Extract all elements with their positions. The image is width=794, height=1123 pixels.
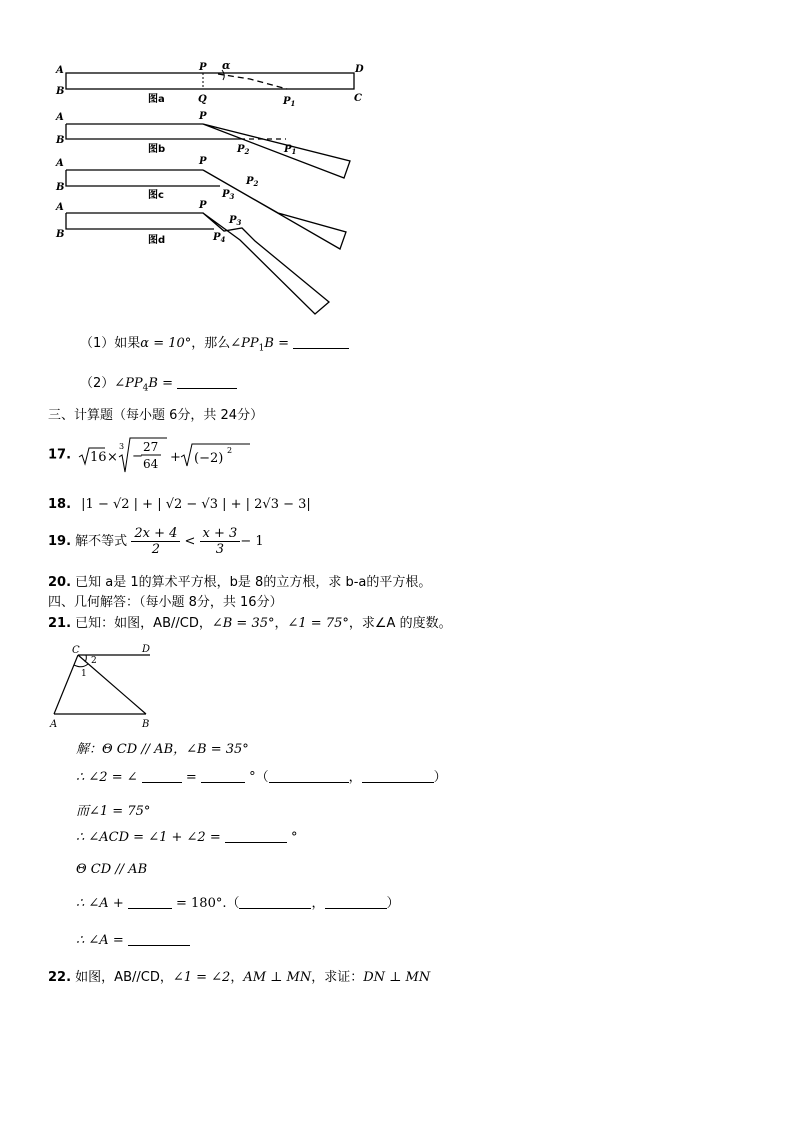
q21-figure	[44, 638, 174, 730]
angle-1-arc	[74, 664, 88, 667]
q18: 18. |1 − √2 | + | √2 − √3 | + | 2√3 − 3|	[48, 497, 311, 512]
q17: 17. 16 × 3 − 27 64 + (−2) 2	[48, 436, 255, 472]
label-alpha: α	[222, 59, 231, 72]
q21-sol4: ∴ ∠ACD = ∠1 + ∠2 = °	[76, 830, 298, 845]
label-A: A	[50, 719, 58, 730]
plus-sign: +	[170, 450, 182, 465]
radicand-16: 16	[90, 450, 107, 465]
q21-blank-answer[interactable]	[128, 933, 190, 946]
label-P3-c: $P_3$	[222, 189, 235, 201]
q21-blank-angle[interactable]	[142, 770, 182, 783]
caption-d: 图d	[148, 235, 166, 246]
q16-part2: $(2)\angle PP_4B$ =	[80, 372, 237, 394]
label-P-d: P	[199, 200, 207, 211]
label-P-c: P	[199, 156, 207, 167]
strip-d-left	[66, 213, 214, 229]
figure-d	[55, 200, 329, 314]
label-2: 2	[91, 656, 97, 666]
q21-sol1: 解：Θ CD // AB，∠B = 35°	[76, 742, 249, 757]
caption-b: 图b	[148, 144, 166, 155]
q21-sol5: Θ CD // AB	[76, 862, 148, 877]
times-sign: ×	[107, 450, 119, 465]
label-B-a: B	[56, 86, 65, 97]
segment-CA	[54, 655, 78, 714]
label-D-a: D	[355, 64, 364, 75]
angle-2-arc	[85, 655, 86, 662]
q21-blank-degree[interactable]	[201, 770, 245, 783]
section4-heading: 四、几何解答：（每小题 8分，共 16分）	[48, 595, 283, 610]
caption-c: 图c	[148, 190, 164, 201]
strip-c-left	[66, 170, 220, 186]
label-A-c: A	[56, 158, 64, 169]
q22: 22. 如图，AB//CD，∠1 = ∠2，AM ⊥ MN，求证：DN ⊥ MN	[48, 970, 431, 985]
cbrt-index: 3	[119, 442, 125, 451]
label-A-b: A	[56, 112, 64, 123]
q21: 21. 已知：如图，AB//CD，∠B = 35°，∠1 = 75°，求∠A 的度数。	[48, 616, 452, 631]
q21-sol7: ∴ ∠A =	[76, 933, 190, 948]
label-Q-a: Q	[198, 94, 207, 105]
figure-b	[55, 111, 350, 178]
label-P-a: P	[199, 62, 207, 73]
label-A-a: A	[56, 65, 64, 76]
label-C: C	[72, 645, 80, 656]
q16-part2-blank[interactable]	[177, 376, 237, 389]
radicand-neg2: (−2)	[194, 451, 224, 466]
minus-sign: −	[132, 449, 144, 464]
label-1: 1	[81, 669, 87, 679]
label-P2-b: $P_2$	[237, 144, 250, 156]
label-P3-d: $P_3$	[229, 215, 242, 227]
label-P4-d: $P_4$	[213, 232, 226, 244]
q21-sol3: 而∠1 = 75°	[76, 804, 151, 819]
label-P-b: P	[199, 111, 207, 122]
q19-lhs-fraction: $\frac{2x + 4}{2}$	[131, 526, 180, 557]
q21-blank-reason2[interactable]	[362, 770, 434, 783]
q19-rhs-fraction: $\frac{x + 3}{3}$	[200, 526, 241, 557]
q20: 20. 已知 a是 1的算术平方根，b是 8的立方根，求 b-a的平方根。	[48, 575, 432, 590]
label-B-d: B	[56, 229, 65, 240]
label-B-b: B	[56, 135, 65, 146]
q19: 19. 解不等式 $\frac{2x + 4}{2}$ < $\frac{x + 3}{3}$ − 1	[48, 526, 264, 557]
q21-sol2: ∴ ∠2 = ∠ = °（ ， ）	[76, 770, 447, 785]
label-B-c: B	[56, 182, 65, 193]
fold-dashed-a	[218, 74, 287, 89]
label-D: D	[142, 644, 151, 655]
strip-rect-a	[66, 73, 354, 89]
exponent-2: 2	[227, 446, 233, 455]
section3-heading: 三、计算题（每小题 6分，共 24分）	[48, 408, 264, 423]
q21-blank-reason3[interactable]	[239, 896, 311, 909]
caption-a: 图a	[148, 94, 165, 105]
label-A-d: A	[56, 202, 64, 213]
q17-expression	[75, 436, 255, 474]
q21-blank-reason1[interactable]	[269, 770, 349, 783]
q21-blank-supp[interactable]	[128, 896, 172, 909]
label-P1-b: $P_1$	[284, 144, 297, 156]
q21-blank-acd[interactable]	[225, 830, 287, 843]
label-P2-c: $P_2$	[246, 176, 259, 188]
folded-part-d	[203, 213, 329, 314]
q16-part1-blank[interactable]	[293, 336, 349, 349]
folded-part-b	[203, 124, 350, 178]
frac-den-64: 64	[143, 457, 159, 471]
figure-a	[55, 59, 364, 108]
q21-sol6: ∴ ∠A + = 180°.（ ， ）	[76, 896, 400, 911]
segment-CB	[78, 655, 146, 714]
label-B: B	[142, 719, 150, 730]
label-C-a: C	[354, 93, 362, 104]
folding-figures	[0, 0, 794, 330]
q21-blank-reason4[interactable]	[325, 896, 387, 909]
q16-part1: （1）如果α = 10°，那么$\angle PP_1B$ =	[80, 332, 349, 354]
label-P1-a: $P_1$	[283, 96, 296, 108]
frac-num-27: 27	[143, 440, 159, 454]
